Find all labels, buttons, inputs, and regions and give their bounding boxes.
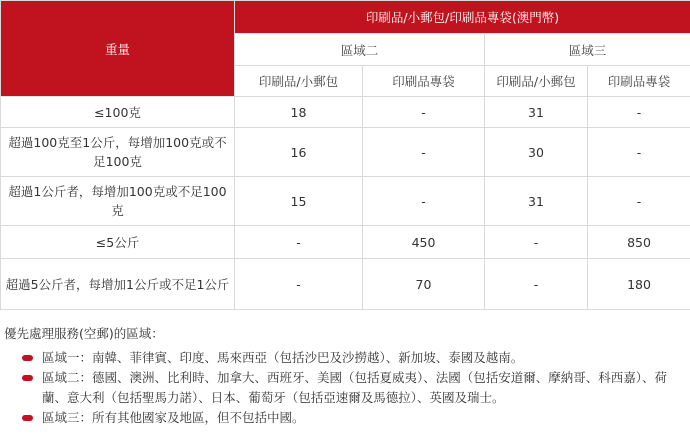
bullet-icon — [22, 415, 33, 421]
table-row — [1, 259, 690, 310]
item-type-header: 印刷品/小郵包 — [485, 66, 588, 97]
rate-cell: 30 — [485, 128, 588, 177]
notes-intro: 優先處理服務(空郵)的區域： — [4, 326, 164, 341]
table-row — [1, 97, 690, 128]
zone-description: 區域三：所有其他國家及地區，但不包括中國。 — [42, 410, 305, 425]
rate-cell: 180 — [588, 259, 690, 310]
rate-cell: - — [363, 177, 485, 226]
bullet-icon — [22, 355, 33, 361]
item-type-header: 印刷品專袋 — [363, 66, 485, 97]
zone-header-3: 區域三 — [485, 34, 690, 66]
rate-cell: 31 — [485, 177, 588, 226]
rate-cell: - — [485, 226, 588, 259]
weight-cell: ≤5公斤 — [1, 226, 235, 259]
list-item — [4, 368, 690, 408]
zone-notes — [0, 324, 690, 428]
group-header: 印刷品/小郵包/印刷品專袋(澳門幣) — [235, 1, 690, 34]
weight-cell: 超過100克至1公斤，每增加100克或不足100克 — [1, 128, 235, 177]
table-row — [1, 226, 690, 259]
zone-list — [4, 348, 690, 428]
list-item — [4, 348, 690, 368]
weight-cell: 超過1公斤者，每增加100克或不足100克 — [1, 177, 235, 226]
rate-cell: - — [363, 97, 485, 128]
rate-cell: - — [235, 226, 363, 259]
list-item — [4, 408, 690, 428]
rate-cell: - — [363, 128, 485, 177]
rate-cell: 16 — [235, 128, 363, 177]
rate-cell: 15 — [235, 177, 363, 226]
rate-cell: 31 — [485, 97, 588, 128]
item-type-header: 印刷品專袋 — [588, 66, 690, 97]
zone-header-2: 區域二 — [235, 34, 485, 66]
rate-cell: 70 — [363, 259, 485, 310]
zone-description: 區域二：德國、澳洲、比利時、加拿大、西班牙、美國（包括夏威夷）、法國（包括安道爾、摩納哥、科西嘉）、荷蘭、意大利（包括聖馬力諾）、日本、葡萄牙（包括亞速爾及馬德拉）、英國及瑞士。 — [42, 370, 668, 405]
table-row — [1, 128, 690, 177]
rate-cell: - — [235, 259, 363, 310]
rate-cell: - — [485, 259, 588, 310]
table-row — [1, 177, 690, 226]
rate-cell: - — [588, 128, 690, 177]
weight-cell: 超過5公斤者，每增加1公斤或不足1公斤 — [1, 259, 235, 310]
bullet-icon — [22, 375, 33, 381]
weight-header: 重量 — [1, 1, 235, 97]
rate-cell: - — [588, 97, 690, 128]
rate-cell: - — [588, 177, 690, 226]
rate-cell: 450 — [363, 226, 485, 259]
rate-cell: 18 — [235, 97, 363, 128]
rate-cell: 850 — [588, 226, 690, 259]
item-type-header: 印刷品/小郵包 — [235, 66, 363, 97]
zone-description: 區域一：南韓、菲律賓、印度、馬來西亞（包括沙巴及沙撈越）、新加坡、泰國及越南。 — [42, 350, 524, 365]
weight-cell: ≤100克 — [1, 97, 235, 128]
